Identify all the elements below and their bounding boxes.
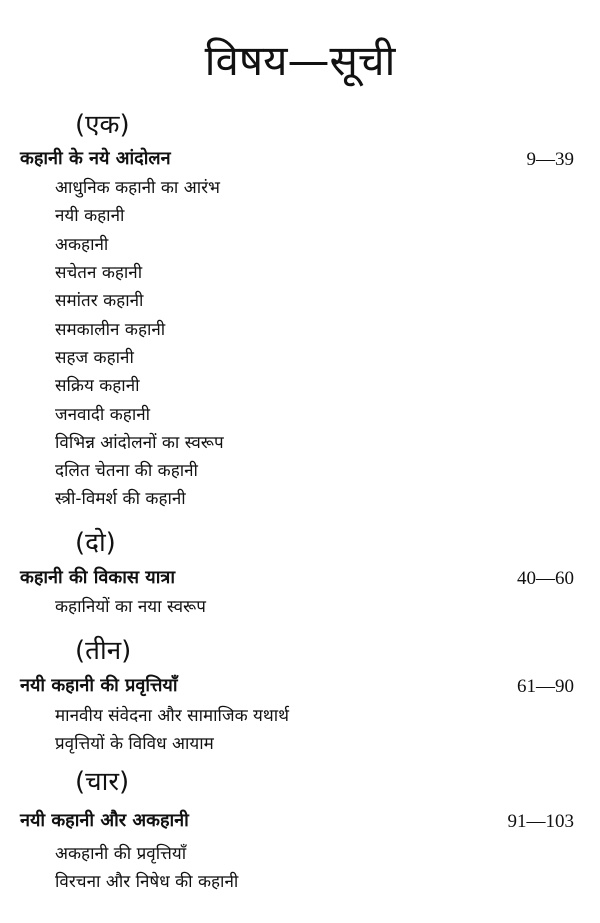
page-range: 91—103: [507, 811, 574, 832]
subtopic: नयी कहानी: [55, 206, 125, 226]
subtopic: अकहानी की प्रवृत्तियाँ: [55, 844, 187, 864]
page-range: 9—39: [526, 149, 574, 170]
subtopic: सहज कहानी: [55, 348, 134, 368]
chapter-heading: कहानी की विकास यात्रा: [20, 567, 176, 588]
subtopic: दलित चेतना की कहानी: [55, 461, 198, 481]
subtopic: जनवादी कहानी: [55, 405, 151, 425]
subtopic: सक्रिय कहानी: [55, 376, 140, 396]
part-label: (चार): [75, 767, 130, 797]
subtopic: विरचना और निषेध की कहानी: [55, 872, 239, 892]
subtopic: मानवीय संवेदना और सामाजिक यथार्थ: [55, 706, 290, 726]
page-range: 61—90: [517, 676, 574, 697]
page-range: 40—60: [517, 568, 574, 589]
part-label: (दो): [75, 528, 116, 558]
subtopic: समांतर कहानी: [55, 291, 144, 311]
subtopic: प्रवृत्तियों के विविध आयाम: [55, 734, 214, 754]
page-title: विषय—सूची: [204, 36, 396, 85]
chapter-heading: नयी कहानी की प्रवृत्तियाँ: [20, 675, 178, 696]
chapter-heading: नयी कहानी और अकहानी: [20, 810, 189, 831]
chapter-heading: कहानी के नये आंदोलन: [20, 148, 171, 169]
subtopic: अकहानी: [55, 235, 109, 255]
part-label: (तीन): [75, 636, 132, 666]
subtopic: कहानियों का नया स्वरूप: [55, 597, 206, 617]
subtopic: सचेतन कहानी: [55, 263, 143, 283]
subtopic: समकालीन कहानी: [55, 320, 166, 340]
subtopic: विभिन्न आंदोलनों का स्वरूप: [55, 433, 224, 453]
part-label: (एक): [75, 110, 130, 140]
subtopic: स्त्री-विमर्श की कहानी: [55, 489, 186, 509]
subtopic: आधुनिक कहानी का आरंभ: [55, 178, 220, 198]
